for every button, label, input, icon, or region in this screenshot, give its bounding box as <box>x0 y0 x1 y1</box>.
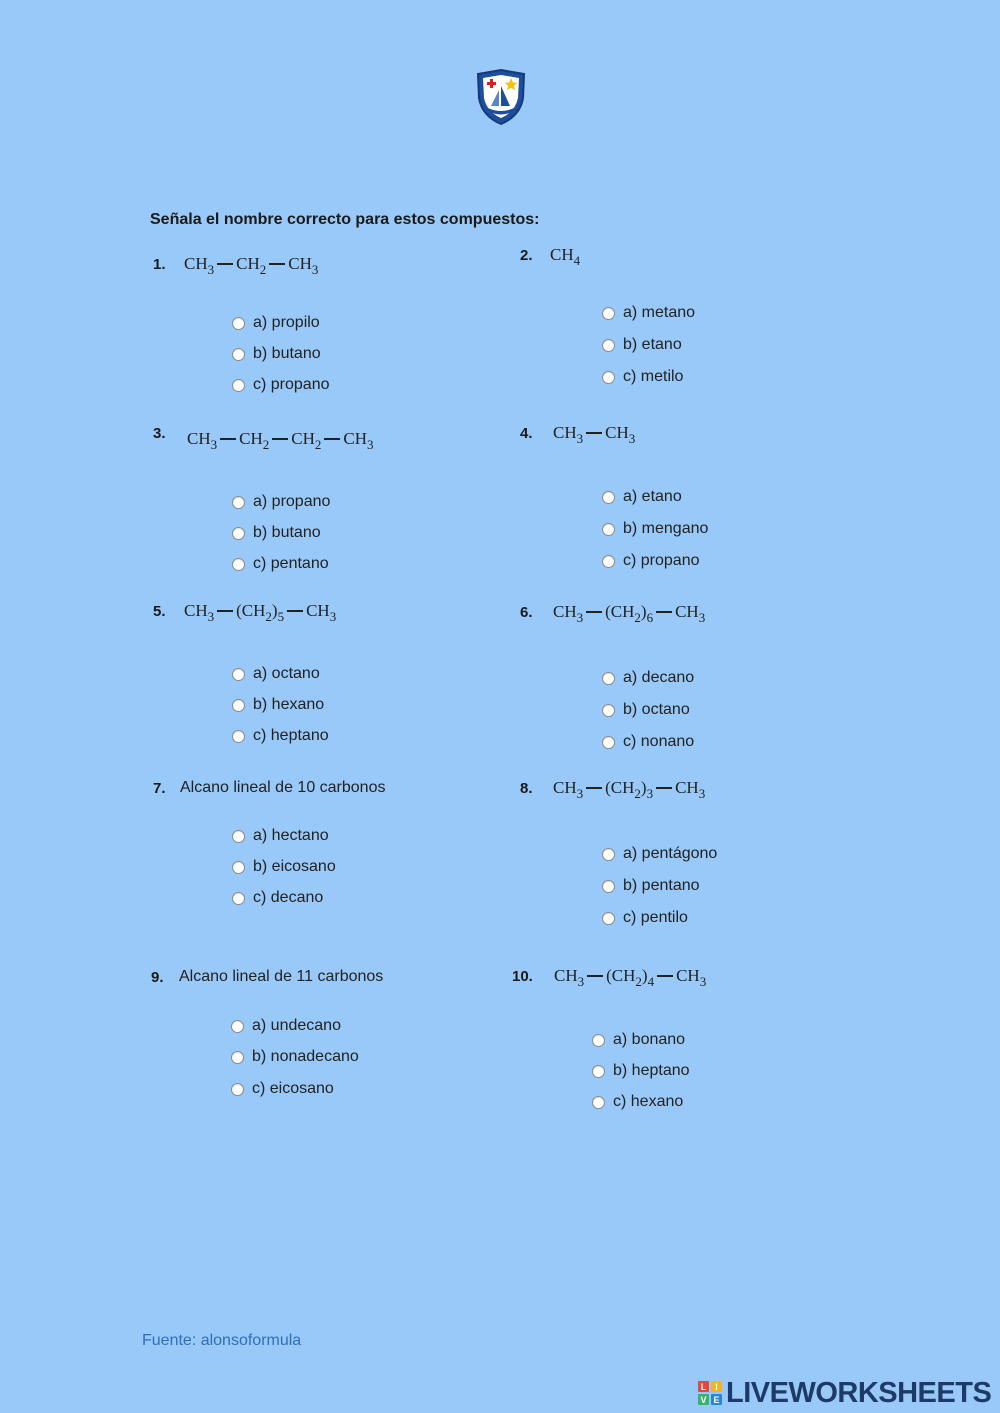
radio-button[interactable] <box>592 1096 605 1109</box>
option-c[interactable]: c) pentilo <box>602 908 688 928</box>
option-c[interactable]: c) propano <box>602 551 700 571</box>
radio-button[interactable] <box>602 912 615 925</box>
radio-button[interactable] <box>602 880 615 893</box>
question-number: 10. <box>512 968 533 985</box>
radio-button[interactable] <box>232 379 245 392</box>
option-c[interactable]: c) nonano <box>602 732 694 752</box>
option-c[interactable]: c) decano <box>232 888 323 908</box>
option-b[interactable]: b) pentano <box>602 876 700 896</box>
option-c[interactable]: c) eicosano <box>231 1079 334 1099</box>
question-number: 2. <box>520 247 533 264</box>
radio-button[interactable] <box>232 861 245 874</box>
option-a[interactable]: a) bonano <box>592 1030 685 1050</box>
chemical-formula: $CH_3$ $CH_3$ <box>553 423 636 446</box>
svg-text:V: V <box>700 1395 707 1405</box>
option-b[interactable]: b) heptano <box>592 1061 690 1081</box>
option-c[interactable]: c) propano <box>232 375 330 395</box>
brand-name: LIVEWORKSHEETS <box>726 1376 992 1409</box>
option-b[interactable]: b) butano <box>232 523 321 543</box>
option-c[interactable]: c) hexano <box>592 1092 683 1112</box>
svg-text:I: I <box>715 1382 718 1392</box>
option-a[interactable]: a) propilo <box>232 313 320 333</box>
question-number: 8. <box>520 780 533 797</box>
radio-button[interactable] <box>232 527 245 540</box>
chemical-formula: $CH_3$ $(CH_2)_5$ $CH_3$ <box>184 601 337 624</box>
radio-button[interactable] <box>602 555 615 568</box>
radio-button[interactable] <box>602 371 615 384</box>
radio-button[interactable] <box>602 704 615 717</box>
question-number: 6. <box>520 604 533 621</box>
option-b[interactable]: b) mengano <box>602 519 708 539</box>
question-text: Alcano lineal de 11 carbonos <box>179 968 384 985</box>
option-a[interactable]: a) octano <box>232 664 320 684</box>
radio-button[interactable] <box>592 1034 605 1047</box>
option-b[interactable]: b) eicosano <box>232 857 336 877</box>
radio-button[interactable] <box>232 892 245 905</box>
chemical-formula: $CH_3$ $CH_2$ $CH_2$ $CH_3$ <box>187 429 374 452</box>
option-b[interactable]: b) nonadecano <box>231 1047 359 1067</box>
radio-button[interactable] <box>232 348 245 361</box>
option-a[interactable]: a) metano <box>602 303 695 323</box>
source-link[interactable]: Fuente: alonsoformula <box>142 1332 302 1349</box>
radio-button[interactable] <box>232 496 245 509</box>
radio-button[interactable] <box>232 730 245 743</box>
radio-button[interactable] <box>232 558 245 571</box>
chemical-formula: $CH_4$ <box>550 245 581 268</box>
question-text: Alcano lineal de 10 carbonos <box>180 779 386 796</box>
option-b[interactable]: b) octano <box>602 700 690 720</box>
option-b[interactable]: b) butano <box>232 344 321 364</box>
liveworksheets-brand[interactable] <box>697 1376 991 1410</box>
liveworksheets-logo-icon <box>697 1380 723 1406</box>
radio-button[interactable] <box>232 830 245 843</box>
radio-button[interactable] <box>232 699 245 712</box>
question-number: 5. <box>153 603 166 620</box>
option-a[interactable]: a) etano <box>602 487 682 507</box>
radio-button[interactable] <box>231 1020 244 1033</box>
option-a[interactable]: a) propano <box>232 492 330 512</box>
option-c[interactable]: c) metilo <box>602 367 683 387</box>
radio-button[interactable] <box>602 491 615 504</box>
option-b[interactable]: b) etano <box>602 335 682 355</box>
radio-button[interactable] <box>231 1083 244 1096</box>
question-number: 7. <box>153 780 166 797</box>
radio-button[interactable] <box>592 1065 605 1078</box>
chemical-formula: $CH_3$ $CH_2$ $CH_3$ <box>184 254 319 277</box>
radio-button[interactable] <box>602 736 615 749</box>
school-shield-logo <box>474 68 528 126</box>
svg-text:E: E <box>713 1395 720 1405</box>
option-c[interactable]: c) heptano <box>232 726 329 746</box>
radio-button[interactable] <box>602 307 615 320</box>
option-a[interactable]: a) undecano <box>231 1016 341 1036</box>
question-number: 4. <box>520 425 533 442</box>
question-number: 1. <box>153 256 166 273</box>
chemical-formula: $CH_3$ $(CH_2)_6$ $CH_3$ <box>553 602 706 625</box>
svg-text:L: L <box>700 1382 707 1392</box>
chemical-formula: $CH_3$ $(CH_2)_4$ $CH_3$ <box>554 966 707 989</box>
option-b[interactable]: b) hexano <box>232 695 324 715</box>
radio-button[interactable] <box>232 317 245 330</box>
radio-button[interactable] <box>602 339 615 352</box>
option-a[interactable]: a) decano <box>602 668 694 688</box>
chemical-formula: $CH_3$ $(CH_2)_3$ $CH_3$ <box>553 778 706 801</box>
option-a[interactable]: a) pentágono <box>602 844 717 864</box>
radio-button[interactable] <box>602 848 615 861</box>
radio-button[interactable] <box>602 523 615 536</box>
radio-button[interactable] <box>602 672 615 685</box>
instruction-heading: Señala el nombre correcto para estos compuestos: <box>150 211 540 228</box>
option-c[interactable]: c) pentano <box>232 554 329 574</box>
radio-button[interactable] <box>232 668 245 681</box>
question-number: 3. <box>153 425 166 442</box>
radio-button[interactable] <box>231 1051 244 1064</box>
option-a[interactable]: a) hectano <box>232 826 329 846</box>
question-number: 9. <box>151 969 164 986</box>
